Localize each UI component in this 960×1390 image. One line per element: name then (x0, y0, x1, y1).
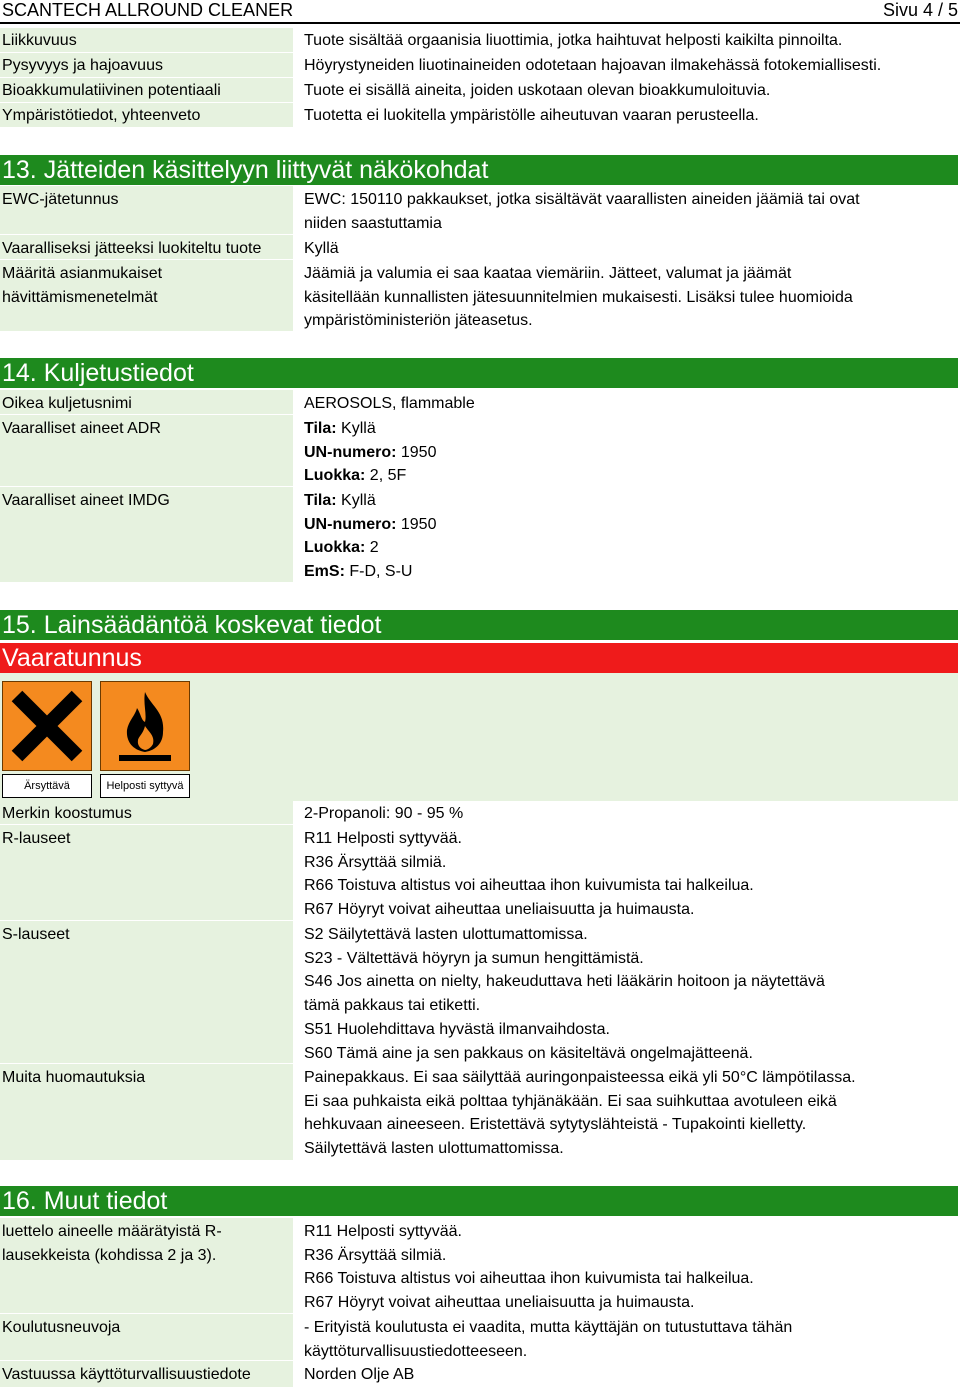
section-16-heading: 16. Muut tiedot (0, 1186, 958, 1216)
r-phrase: R66 Toistuva altistus voi aiheuttaa ihon kuivumista tai halkeilua. (304, 877, 754, 895)
adr-val: 1950 (396, 443, 437, 461)
other-remarks-value (302, 1064, 960, 1160)
r-phrase: R36 Ärsyttää silmiä. (304, 853, 447, 871)
training-row (0, 1314, 960, 1360)
imdg-val: 2 (365, 539, 379, 557)
adr-key: Tila: (304, 420, 337, 437)
adr-line (304, 464, 960, 488)
s-phrases-row (0, 921, 960, 1063)
page-header (0, 0, 960, 24)
disposal-label-line: Määritä asianmukaiset (2, 265, 163, 282)
remark-line: Ei saa puhkaista eikä polttaa tyhjänäkään. Ei saa suihkuttaa avotuleen eikä (304, 1092, 837, 1110)
adr-label: Vaaralliset aineet ADR (0, 415, 293, 486)
imdg-val: F-D, S-U (344, 563, 413, 581)
irritant-x-icon (2, 681, 92, 771)
imdg-value (302, 487, 960, 582)
remark-line: hehkuvaan aineeseen. Eristettävä sytytyslähteistä - Tupakointi kielletty. (304, 1116, 807, 1134)
disposal-value (302, 260, 960, 331)
adr-val: Kyllä (336, 420, 376, 437)
adr-line (304, 441, 960, 465)
mobility-row (0, 28, 960, 52)
responsible-value: Norden Olje AB (304, 1366, 415, 1383)
adr-key: UN-numero: (304, 443, 397, 461)
adr-line (304, 417, 960, 441)
mobility-label: Liikkuvuus (0, 28, 293, 52)
shipping-name-label: Oikea kuljetusnimi (0, 390, 293, 414)
adr-val: 2, 5F (365, 467, 407, 485)
training-line: - Erityistä koulutusta ei vaadita, mutta käyttäjän on tutustuttava tähän (304, 1319, 793, 1336)
imdg-line (304, 560, 960, 584)
section-13-heading: 13. Jätteiden käsittelyyn liittyvät näkökohdat (0, 155, 958, 185)
imdg-row (0, 487, 960, 582)
composition-row (0, 800, 960, 824)
r-list-row (0, 1218, 960, 1313)
s-phrase: S60 Tämä aine ja sen pakkaus on käsiteltävä ongelmajätteenä. (304, 1044, 753, 1062)
environment-summary-row (0, 103, 960, 127)
composition-value: 2-Propanoli: 90 - 95 % (304, 805, 464, 822)
r-phrase: R11 Helposti syttyvää. (304, 830, 462, 847)
disposal-label (0, 260, 293, 331)
mobility-value: Tuote sisältää orgaanisia liuottimia, jotka haihtuvat helposti kaikilta pinnoilta. (304, 32, 843, 49)
document-title: SCANTECH ALLROUND CLEANER (2, 0, 294, 20)
hazardous-waste-value: Kyllä (304, 240, 339, 257)
disposal-row (0, 260, 960, 331)
ewc-label: EWC-jätetunnus (0, 186, 293, 234)
imdg-line (304, 489, 960, 513)
other-remarks-row (0, 1064, 960, 1160)
adr-value (302, 415, 960, 486)
r-phrases-label: R-lauseet (0, 825, 293, 920)
pictogram-caption: Helposti syttyvä (100, 774, 190, 798)
bioaccumulation-label: Bioakkumulatiivinen potentiaali (0, 78, 293, 102)
r-phrase: R67 Höyryt voivat aiheuttaa uneliaisuutta ja huimausta. (304, 1294, 695, 1312)
r-list-label (0, 1218, 293, 1313)
hazardous-waste-row (0, 235, 960, 259)
environment-summary-label: Ympäristötiedot, yhteenveto (0, 103, 293, 127)
hazard-pictograms (0, 673, 958, 801)
imdg-val: 1950 (396, 515, 437, 533)
pictogram-irritant (2, 681, 92, 799)
composition-label: Merkin koostumus (0, 800, 293, 824)
ewc-value (302, 186, 960, 234)
r-list-value (302, 1218, 960, 1313)
disposal-value-line: Jäämiä ja valumia ei saa kaataa viemäriin. Jätteet, valumat ja jäämät (304, 265, 792, 282)
imdg-key: UN-numero: (304, 515, 397, 533)
hazardous-waste-label: Vaaralliseksi jätteeksi luokiteltu tuote (0, 235, 293, 259)
adr-key: Luokka: (304, 467, 366, 485)
s-phrase: tämä pakkaus tai etiketti. (304, 997, 481, 1015)
adr-row (0, 415, 960, 486)
imdg-val: Kyllä (336, 492, 376, 509)
s-phrase: S51 Huolehdittava hyvästä ilmanvaihdosta. (304, 1020, 610, 1038)
r-list-label-line: luettelo aineelle määrätyistä R- (2, 1223, 222, 1240)
pictogram-caption: Ärsyttävä (2, 774, 92, 798)
imdg-line (304, 536, 960, 560)
remark-line: Painepakkaus. Ei saa säilyttää auringonpaisteessa eikä yli 50°C lämpötilassa. (304, 1069, 856, 1086)
training-value (302, 1314, 960, 1360)
hazard-symbol-bar: Vaaratunnus (0, 643, 958, 673)
r-phrases-row (0, 825, 960, 920)
r-phrase: R11 Helposti syttyvää. (304, 1223, 462, 1240)
ewc-value-line: EWC: 150110 pakkaukset, jotka sisältävät vaarallisten aineiden jäämiä tai ovat (304, 191, 860, 208)
page-number: Sivu 4 / 5 (882, 0, 958, 20)
shipping-name-row (0, 390, 960, 414)
section-14-heading: 14. Kuljetustiedot (0, 358, 958, 388)
s-phrases-value (302, 921, 960, 1063)
persistence-value: Höyrystyneiden liuotinaineiden odotetaan hajoavan ilmakehässä fotokemiallisesti. (304, 57, 882, 74)
persistence-label: Pysyvyys ja hajoavuus (0, 53, 293, 77)
s-phrase: S2 Säilytettävä lasten ulottumattomissa. (304, 926, 588, 943)
responsible-row (0, 1361, 960, 1387)
environment-summary-value: Tuotetta ei luokitella ympäristölle aiheutuvan vaaran perusteella. (304, 107, 759, 124)
r-phrase: R36 Ärsyttää silmiä. (304, 1246, 447, 1264)
remark-line: Säilytettävä lasten ulottumattomissa. (304, 1140, 564, 1158)
imdg-key: Tila: (304, 492, 337, 509)
s-phrase: S46 Jos ainetta on nielty, hakeuduttava heti lääkärin hoitoon ja näytettävä (304, 973, 825, 991)
r-phrases-value (302, 825, 960, 920)
disposal-value-line: ympäristöministeriön jäteasetus. (304, 312, 533, 330)
section-15-heading: 15. Lainsäädäntöä koskevat tiedot (0, 610, 958, 640)
pictogram-flammable (100, 681, 190, 799)
training-label: Koulutusneuvoja (0, 1314, 293, 1360)
s-phrase: S23 - Vältettävä höyryn ja sumun hengittämistä. (304, 949, 644, 967)
r-list-label-line: lausekkeista (kohdissa 2 ja 3). (2, 1247, 217, 1264)
flame-icon (100, 681, 190, 771)
r-phrase: R66 Toistuva altistus voi aiheuttaa ihon kuivumista tai halkeilua. (304, 1270, 754, 1288)
ewc-value-line: niiden saastuttamia (304, 214, 442, 232)
disposal-label-line: hävittämismenetelmät (2, 289, 158, 306)
imdg-line (304, 513, 960, 537)
disposal-value-line: käsitellään kunnallisten jätesuunnitelmien mukaisesti. Lisäksi tulee huomioida (304, 288, 853, 306)
other-remarks-label: Muita huomautuksia (0, 1064, 293, 1160)
imdg-key: Luokka: (304, 539, 366, 557)
responsible-label: Vastuussa käyttöturvallisuustiedote (0, 1361, 293, 1387)
imdg-key: EmS: (304, 563, 345, 581)
ewc-row (0, 186, 960, 234)
r-phrase: R67 Höyryt voivat aiheuttaa uneliaisuutta ja huimausta. (304, 901, 695, 919)
bioaccumulation-row (0, 78, 960, 102)
bioaccumulation-value: Tuote ei sisällä aineita, joiden uskotaan olevan bioakkumuloituvia. (304, 82, 771, 99)
training-line: käyttöturvallisuustiedotteeseen. (304, 1342, 528, 1360)
imdg-label: Vaaralliset aineet IMDG (0, 487, 293, 582)
s-phrases-label: S-lauseet (0, 921, 293, 1063)
persistence-row (0, 53, 960, 77)
shipping-name-value: AEROSOLS, flammable (304, 395, 475, 412)
